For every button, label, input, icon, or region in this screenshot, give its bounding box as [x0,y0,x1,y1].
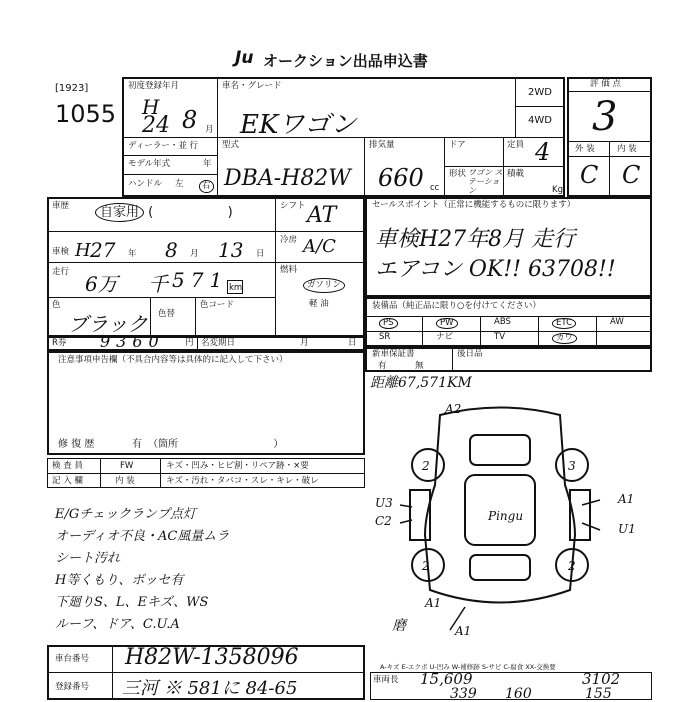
exterior-label: 外 装 [575,144,595,154]
document-title: オークション出品申込書 [263,52,428,70]
first-registration-year: 24 [142,113,170,138]
rear-window [470,555,530,580]
mark-bottom-note: A1 [455,624,472,638]
interior-row-label: 内 装 [115,476,135,486]
mark-rear-left: 2 [422,559,430,573]
mark-front-right: 3 [568,459,576,473]
yen-unit: 円 [185,338,194,348]
new-warranty-label: 新車保証書 [372,349,415,359]
inspection-month-unit: 月 [190,249,199,259]
size-value-5: 155 [585,686,612,702]
inspection-day-unit: 日 [256,249,265,259]
color-label: 色 [52,300,61,310]
inspection-year: 27 [90,238,116,262]
windshield [470,435,530,465]
hand-note-2: オーディオ不良・AC風量ムラ [55,529,230,544]
model-year-label: モデル年式 [128,159,171,169]
first-registration-label: 初度登録年月 [128,81,180,91]
size-value-3: 160 [505,686,532,702]
equipment-item-2-1: SR [379,332,391,342]
hand-note-6: ルーフ、ドア、C.U.A [55,617,180,632]
repair-where-label: 箇所 [158,439,178,450]
inspector-label: 検 査 員 [52,461,83,471]
shape-label: 形状 [449,169,467,179]
type-label: 型式 [222,140,240,150]
size-value-1: 15,609 [420,670,473,688]
equipment-label: 装備品（純正品に限り○を付けてください） [372,301,541,311]
mileage-man: 6万 [85,272,118,296]
new-warranty-no: 無 [415,361,424,371]
equipment-item-1-3: ABS [494,317,511,327]
mileage-digits: 571 [172,268,229,292]
repair-where: （箇所 ） [148,439,284,450]
first-registration-era: H [142,95,160,119]
fuel-diesel: 軽 油 [309,299,329,309]
car-body-outline [425,408,575,603]
inspection-era: H [75,240,91,261]
displacement-label: 排気量 [369,140,395,150]
mark-rear-right: 2 [568,559,576,573]
color-code-label: 色コード [200,300,235,310]
capacity-label: 定員 [507,140,525,150]
inspection-month: 8 [165,238,178,262]
color-change-label: 色替 [158,309,176,319]
shift-value: AT [307,203,337,228]
equipment-item-1-2: PW [436,318,458,329]
fuel-label: 燃料 [280,265,298,275]
notes-label: 注意事項申告欄（不具合内容等は具体的に記入して下さい） [58,355,288,365]
repair-yes: 有 [132,439,142,450]
interior-label: 内 装 [617,144,637,154]
ac-value: A/C [303,236,336,257]
equipment-item-2-3: TV [494,332,506,342]
size-label: 車両長 [373,675,399,685]
mark-left-u: U3 [375,496,393,510]
history-value: 自家用 ( ) [95,206,233,219]
equipment-item-1-4: ETC [552,318,576,329]
history-circled: 自家用 [95,203,144,222]
r-ticket-label: R券 [52,338,67,348]
fuel-gasoline-circled: ガソリン [303,278,345,293]
history-label: 車歴 [52,201,70,211]
registration-label: 登録番号 [55,682,90,692]
handle-left: 左 [175,179,184,189]
drive-2wd: 2WD [528,87,552,98]
post-item-label: 後日品 [457,349,483,359]
mark-bottom-a: A1 [425,596,442,610]
equipment-item-2-4: カワ [552,333,577,344]
hand-note-3: シート汚れ [55,551,121,566]
car-name-label: 車名・グレード [222,81,282,91]
mark-top: A2 [445,402,462,416]
mark-center: Pingu [488,509,524,523]
lot-number: 1055 [55,100,117,128]
mileage-note: 距離67,571KM [370,375,472,391]
cc-unit: cc [430,183,440,193]
inspector-hand-notes [55,503,315,635]
hand-note-4: H等くもり、ボッセ有 [55,573,184,588]
equipment-item-1-5: AW [610,317,624,327]
hand-note-1: E/Gチェックランプ点灯 [55,507,196,522]
displacement: 660 [378,164,424,192]
first-registration-month: 8 [182,106,198,134]
month-unit: 月 [205,125,214,135]
overall-score: 3 [592,94,618,140]
hand-note-5: 下廻りS、L、Eキズ、WS [55,595,209,610]
size-value-2: 339 [450,686,477,702]
entry-label: 記 入 欄 [52,476,83,486]
equipment-item-1-1: PS [379,318,398,329]
mark-stamp: 磨 [392,618,406,634]
damage-legend: A-キズ E-エクボ U-凹み W-補修跡 S-サビ C-腐食 XX-交換要 [380,663,556,671]
new-warranty-yes: 有 [378,361,387,371]
inspection-label: 車検 [52,247,70,257]
chassis-label: 車台番号 [55,654,90,664]
mark-right-u1: U1 [618,522,636,536]
equipment-item-2-2: ナビ [436,332,454,342]
exterior-grade: C [580,161,599,189]
inspection-year-unit: 年 [128,249,137,259]
model-year-unit: 年 [203,159,212,169]
capacity: 4 [535,138,551,166]
sales-point-label: セールスポイント（正常に機能するものに限ります） [372,200,576,210]
car-damage-diagram [370,395,650,640]
chassis-number: H82W-1358096 [125,645,299,670]
mileage-sen: 千 [148,272,168,296]
drive-4wd: 4WD [528,115,552,126]
name-change-label: 名変期日 [201,338,236,348]
dealer-label: ディーラー・並 行 [128,141,199,151]
size-value-4: 3102 [582,670,621,688]
fw-label: FW [120,461,134,471]
car-name: EKワゴン [240,110,357,140]
form-code: [1923] [55,83,89,94]
kg-unit: Kg [552,185,563,195]
inspection-day: 13 [218,238,244,262]
handle-right-circled: 右 [199,180,214,193]
color-value: ブラック [68,312,148,336]
model-type: DBA-H82W [224,166,351,191]
repair-history-label: 修 復 歴 [58,439,95,450]
registration-number: 三河 ※ 581に 84-65 [122,678,298,699]
mark-front-left: 2 [422,459,430,473]
name-change-day: 日 [348,338,357,348]
mark-right-a1: A1 [618,492,635,506]
sales-point-line2: エアコン OK!! 63708!! [375,257,616,282]
fw-items: キズ・凹み・ヒビ割・リペア跡・×要 [166,461,309,471]
sales-point-line1: 車検H27年8月 走行 [375,227,576,252]
handle-label: ハンドル [128,179,163,189]
interior-items: キズ・汚れ・タバコ・スレ・キレ・破レ [166,476,319,486]
mileage-label: 走行 [52,267,70,277]
name-change-month: 月 [300,338,309,348]
km-unit: km [229,283,243,293]
interior-grade: C [622,161,641,189]
mark-left-c: C2 [375,514,392,528]
door-label: ドア [449,140,466,150]
r-ticket-value: 9360 [100,332,165,351]
shape-value: ワゴン ステーション [468,168,503,195]
score-label: 評 価 点 [590,79,621,89]
brand-logo: Ju [235,48,254,68]
shift-label: シフト [280,201,306,211]
load-label: 積載 [507,169,525,179]
ac-label: 冷房 [280,235,298,245]
